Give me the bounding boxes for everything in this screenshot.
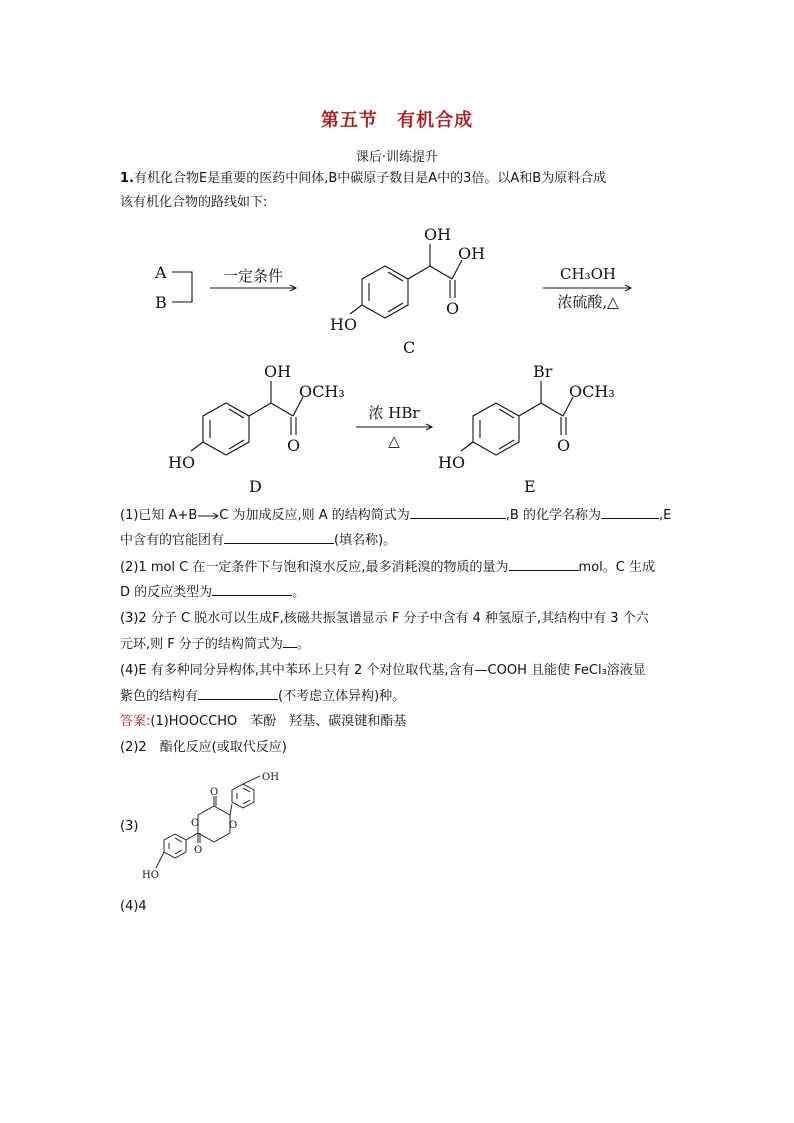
answer-3-label: (3) <box>120 819 139 834</box>
part-2-text-a: (2)1 mol C 在一定条件下与饱和溴水反应,最多消耗溴的物质的量为 <box>120 560 509 575</box>
part-1-line-1 <box>120 506 680 525</box>
step3-reagent: 浓 HBr <box>368 404 420 422</box>
part-1-text-b: C 为加成反应,则 A 的结构简式为 <box>219 508 410 523</box>
d-oh-top: OH <box>264 362 292 381</box>
part-4-line-2 <box>120 687 680 706</box>
part-1-text-a: (1)已知 A+B <box>120 508 198 523</box>
answer-blank-2a[interactable] <box>509 558 579 571</box>
e-ho: HO <box>438 453 466 472</box>
ab-bracket <box>172 272 192 302</box>
answer-label: 答案: <box>120 714 151 729</box>
step2-reagent: CH₃OH <box>560 265 616 283</box>
reaction-arrow-icon <box>197 512 219 520</box>
d-ho: HO <box>168 453 196 472</box>
answer-2: (2)2 酯化反应(或取代反应) <box>120 740 287 755</box>
part-3-text-a: 元环,则 F 分子的结构简式为 <box>120 637 283 652</box>
step2-condition: 浓硫酸,△ <box>557 293 619 311</box>
e-och3: OCH₃ <box>569 382 615 401</box>
part-1-text-d: ,E <box>658 508 672 523</box>
a3-oh: OH <box>262 772 279 783</box>
d-label: D <box>249 477 262 496</box>
question-number: 1. <box>120 171 134 186</box>
section-name: 有机合成 <box>397 110 474 131</box>
part-1-text-e: 中含有的官能团有 <box>120 533 225 548</box>
a3-carbonyl-o-top: O <box>210 787 219 798</box>
part-1-text-f: (填名称)。 <box>334 533 397 548</box>
part-2-text-c: D 的反应类型为 <box>120 585 213 600</box>
part-4-text-a: 紫色的结构有 <box>120 689 199 704</box>
a3-ring-o-left: O <box>191 818 200 829</box>
c-label: C <box>403 338 416 357</box>
part-4-text-b: (不考虑立体异构)种。 <box>278 689 406 704</box>
answer-4: (4)4 <box>120 899 147 914</box>
a3-ho: HO <box>142 870 159 881</box>
answer-blank-1b[interactable] <box>601 506 659 519</box>
part-2-line-2 <box>120 583 680 602</box>
part-1-text-c: ,B 的化学名称为 <box>505 508 601 523</box>
answer-blank-2b[interactable] <box>212 583 292 596</box>
reactant-a: A <box>155 263 167 282</box>
part-2-line-1 <box>120 558 680 577</box>
part-2-text-b: mol。C 生成 <box>578 560 655 575</box>
answer-1: (1)HOOCCHO 苯酚 羟基、碳溴键和酯基 <box>150 714 407 729</box>
a3-carbonyl-o-bottom: O <box>194 845 203 856</box>
c-oh-top: OH <box>424 225 452 244</box>
part-1-line-2 <box>120 531 680 550</box>
subtitle: 课后·训练提升 <box>355 150 439 165</box>
c-carbonyl-o: O <box>446 299 460 318</box>
part-4-line-1: (4)E 有多种同分异构体,其中苯环上只有 2 个对位取代基,含有—COOH 且能使 FeCl₃溶液显 <box>120 663 646 678</box>
part-2-text-d: 。 <box>292 585 306 600</box>
answer-blank-1c[interactable] <box>224 531 334 544</box>
answer-blank-4[interactable] <box>198 687 278 700</box>
answer-blank-1a[interactable] <box>410 506 506 519</box>
part-3-line-2 <box>120 635 680 654</box>
a3-ring-o-right: O <box>229 820 238 831</box>
reactant-b: B <box>155 293 167 312</box>
reaction-scheme <box>0 0 794 500</box>
answer-line-1 <box>120 713 680 731</box>
section-number: 第五节 <box>320 110 378 131</box>
answer-3-structure <box>140 762 300 887</box>
c-ho: HO <box>330 315 358 334</box>
question-line-2: 该有机化合物的路线如下: <box>120 195 268 210</box>
question-text-1: 有机化合物E是重要的医药中间体,B中碳原子数目是A中的3倍。以A和B为原料合成 <box>133 171 607 186</box>
e-label: E <box>524 477 536 496</box>
d-carbonyl-o: O <box>287 436 301 455</box>
e-carbonyl-o: O <box>557 436 571 455</box>
step3-condition: △ <box>388 432 400 450</box>
part-3-line-1: (3)2 分子 C 脱水可以生成F,核磁共振氢谱显示 F 分子中含有 4 种氢原子,其结构中有 3 个六 <box>120 611 649 626</box>
d-och3: OCH₃ <box>299 382 345 401</box>
answer-blank-3[interactable] <box>283 635 297 648</box>
part-3-text-b: 。 <box>296 637 310 652</box>
e-br: Br <box>533 362 553 381</box>
c-oh-right: OH <box>458 244 486 263</box>
step1-condition: 一定条件 <box>222 267 284 285</box>
